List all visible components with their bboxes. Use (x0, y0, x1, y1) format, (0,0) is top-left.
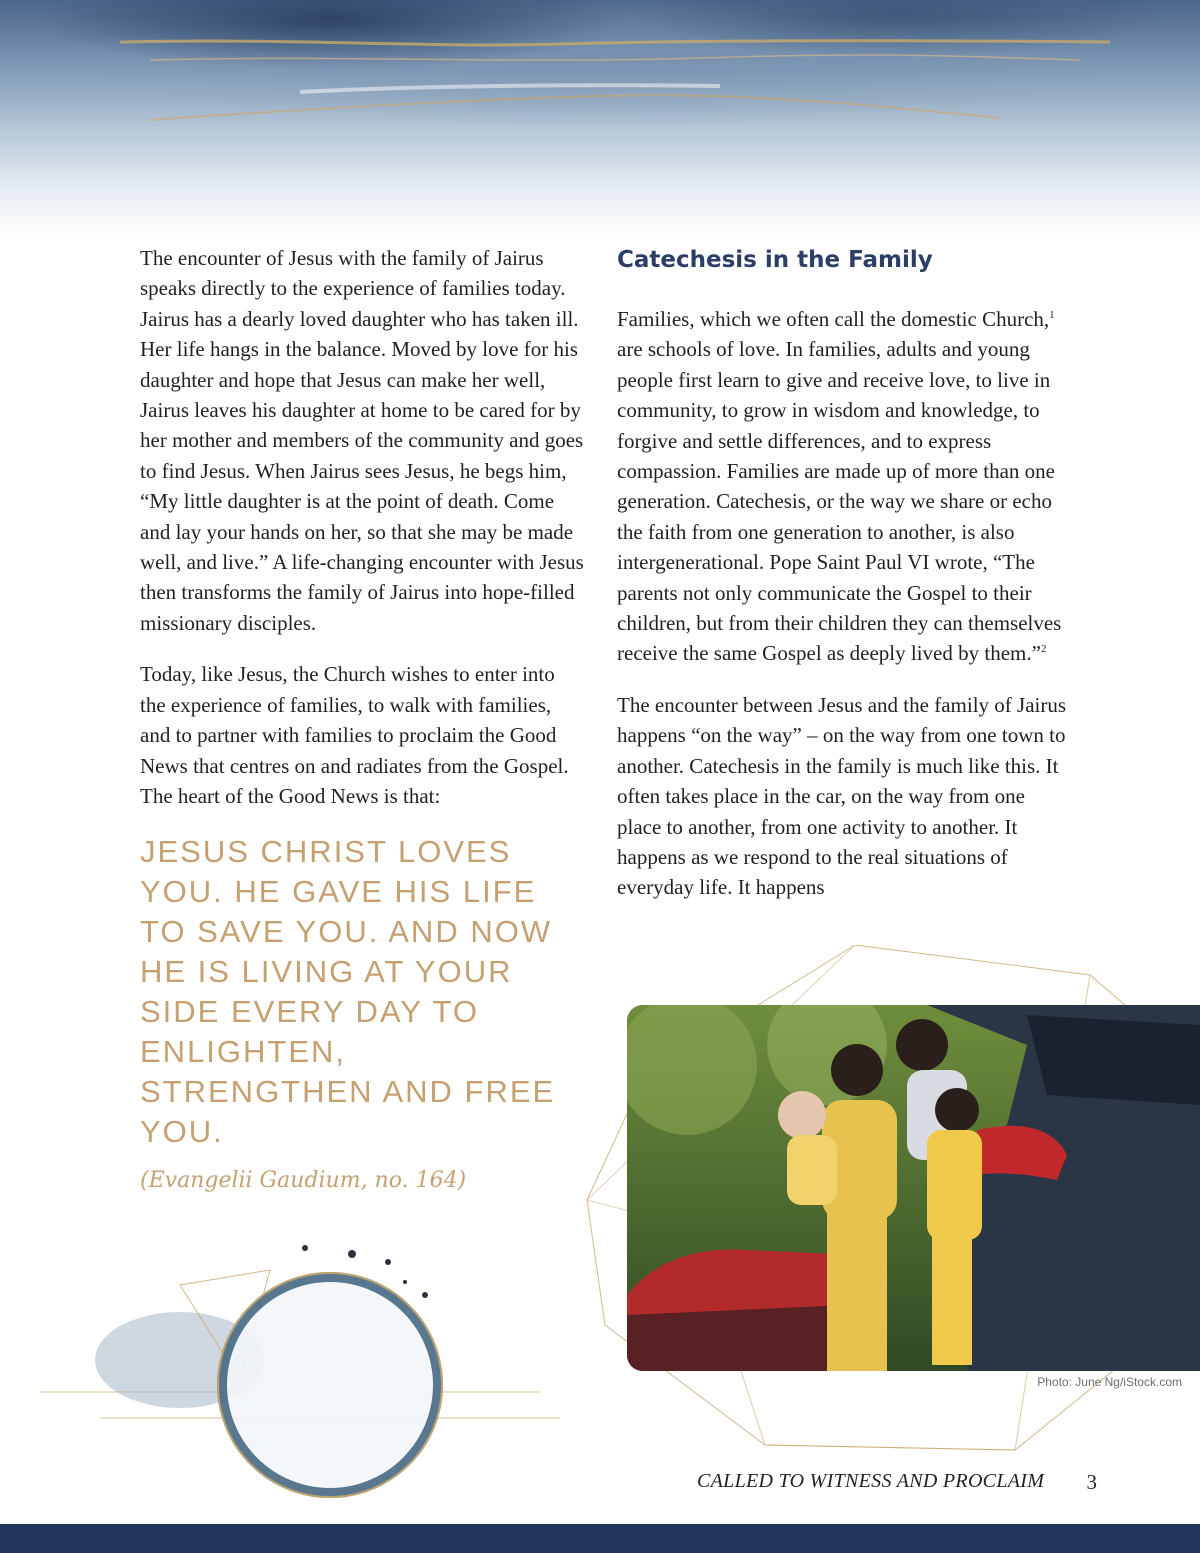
paragraph-jairus-encounter: The encounter of Jesus with the family of Jairus speaks directly to the experience of families today. Jairus has a dearly loved daughter who has taken ill. Her life hangs in the balance. Moved by love for his daughter and hope that Jesus can make her well, Jairus leaves his daughter at home to be cared for by her mother and members of the community and goes to find Jesus. When Jairus sees Jesus, he begs him, “My little daughter is at the point of death. Come and lay your hands on her, so that she may be made well, and live.” A life-changing encounter with Jesus then transforms the family of Jairus into hope-filled missionary disciples. (140, 246, 584, 635)
left-column (140, 243, 585, 1193)
bottom-navy-bar (0, 1524, 1200, 1553)
pull-quote: JESUS CHRIST LOVES YOU. HE GAVE HIS LIFE TO SAVE YOU. AND NOW HE IS LIVING AT YOUR SIDE EVERY DAY TO ENLIGHTEN, STRENGTHEN AND FREE YOU. (140, 834, 556, 1150)
decorative-watercolor-circle (40, 1240, 560, 1510)
paragraph-church-families: Today, like Jesus, the Church wishes to enter into the experience of families, to walk with families, and to partner with families to proclaim the Good News that centres on and radiates from the Gospel. The heart of the Good News is that: (140, 662, 569, 808)
footnote-ref-2: 2 (1040, 643, 1047, 656)
gold-brush-strokes (0, 0, 1200, 236)
para1-before-note: Families, which we often call the domestic Church, (617, 307, 1050, 331)
paragraph-on-the-way: The encounter between Jesus and the family of Jairus happens “on the way” – on the way from one town to another. Catechesis in the family is much like this. It often takes place in the car, on the way from one place to another, from one activity to another. It happens as we respond to the real situations of everyday life. It happens (617, 692, 1067, 900)
section-heading: Catechesis in the Family (617, 247, 933, 273)
footnote-ref-1: 1 (1049, 309, 1055, 321)
photo-credit: Photo: June Ng/iStock.com (1037, 1375, 1182, 1389)
page-number: 3 (1086, 1470, 1097, 1494)
running-footer (697, 1470, 1097, 1493)
right-column (617, 243, 1067, 924)
paragraph-families-schools-of-love (617, 304, 1067, 669)
running-title: CALLED TO WITNESS AND PROCLAIM (697, 1470, 1045, 1492)
quote-citation: (Evangelii Gaudium, no. 164) (140, 1168, 467, 1194)
family-photo (627, 1005, 1200, 1371)
family-photo-illustration (627, 1005, 1200, 1371)
header-watercolor-banner (0, 0, 1200, 236)
para1-after-note: are schools of love. In families, adults and young people first learn to give and receive love, to live in community, to grow in wisdom and knowledge, to forgive and settle differences, and to express compassion. Families are made up of more than one generation. Catechesis, or the way we share or echo the faith from one generation to another, is also intergenerational. Pope Saint Paul VI wrote, “The parents not only communicate the Gospel to their children, but from their children they can themselves receive the same Gospel as deeply lived by them.” (617, 337, 1062, 666)
